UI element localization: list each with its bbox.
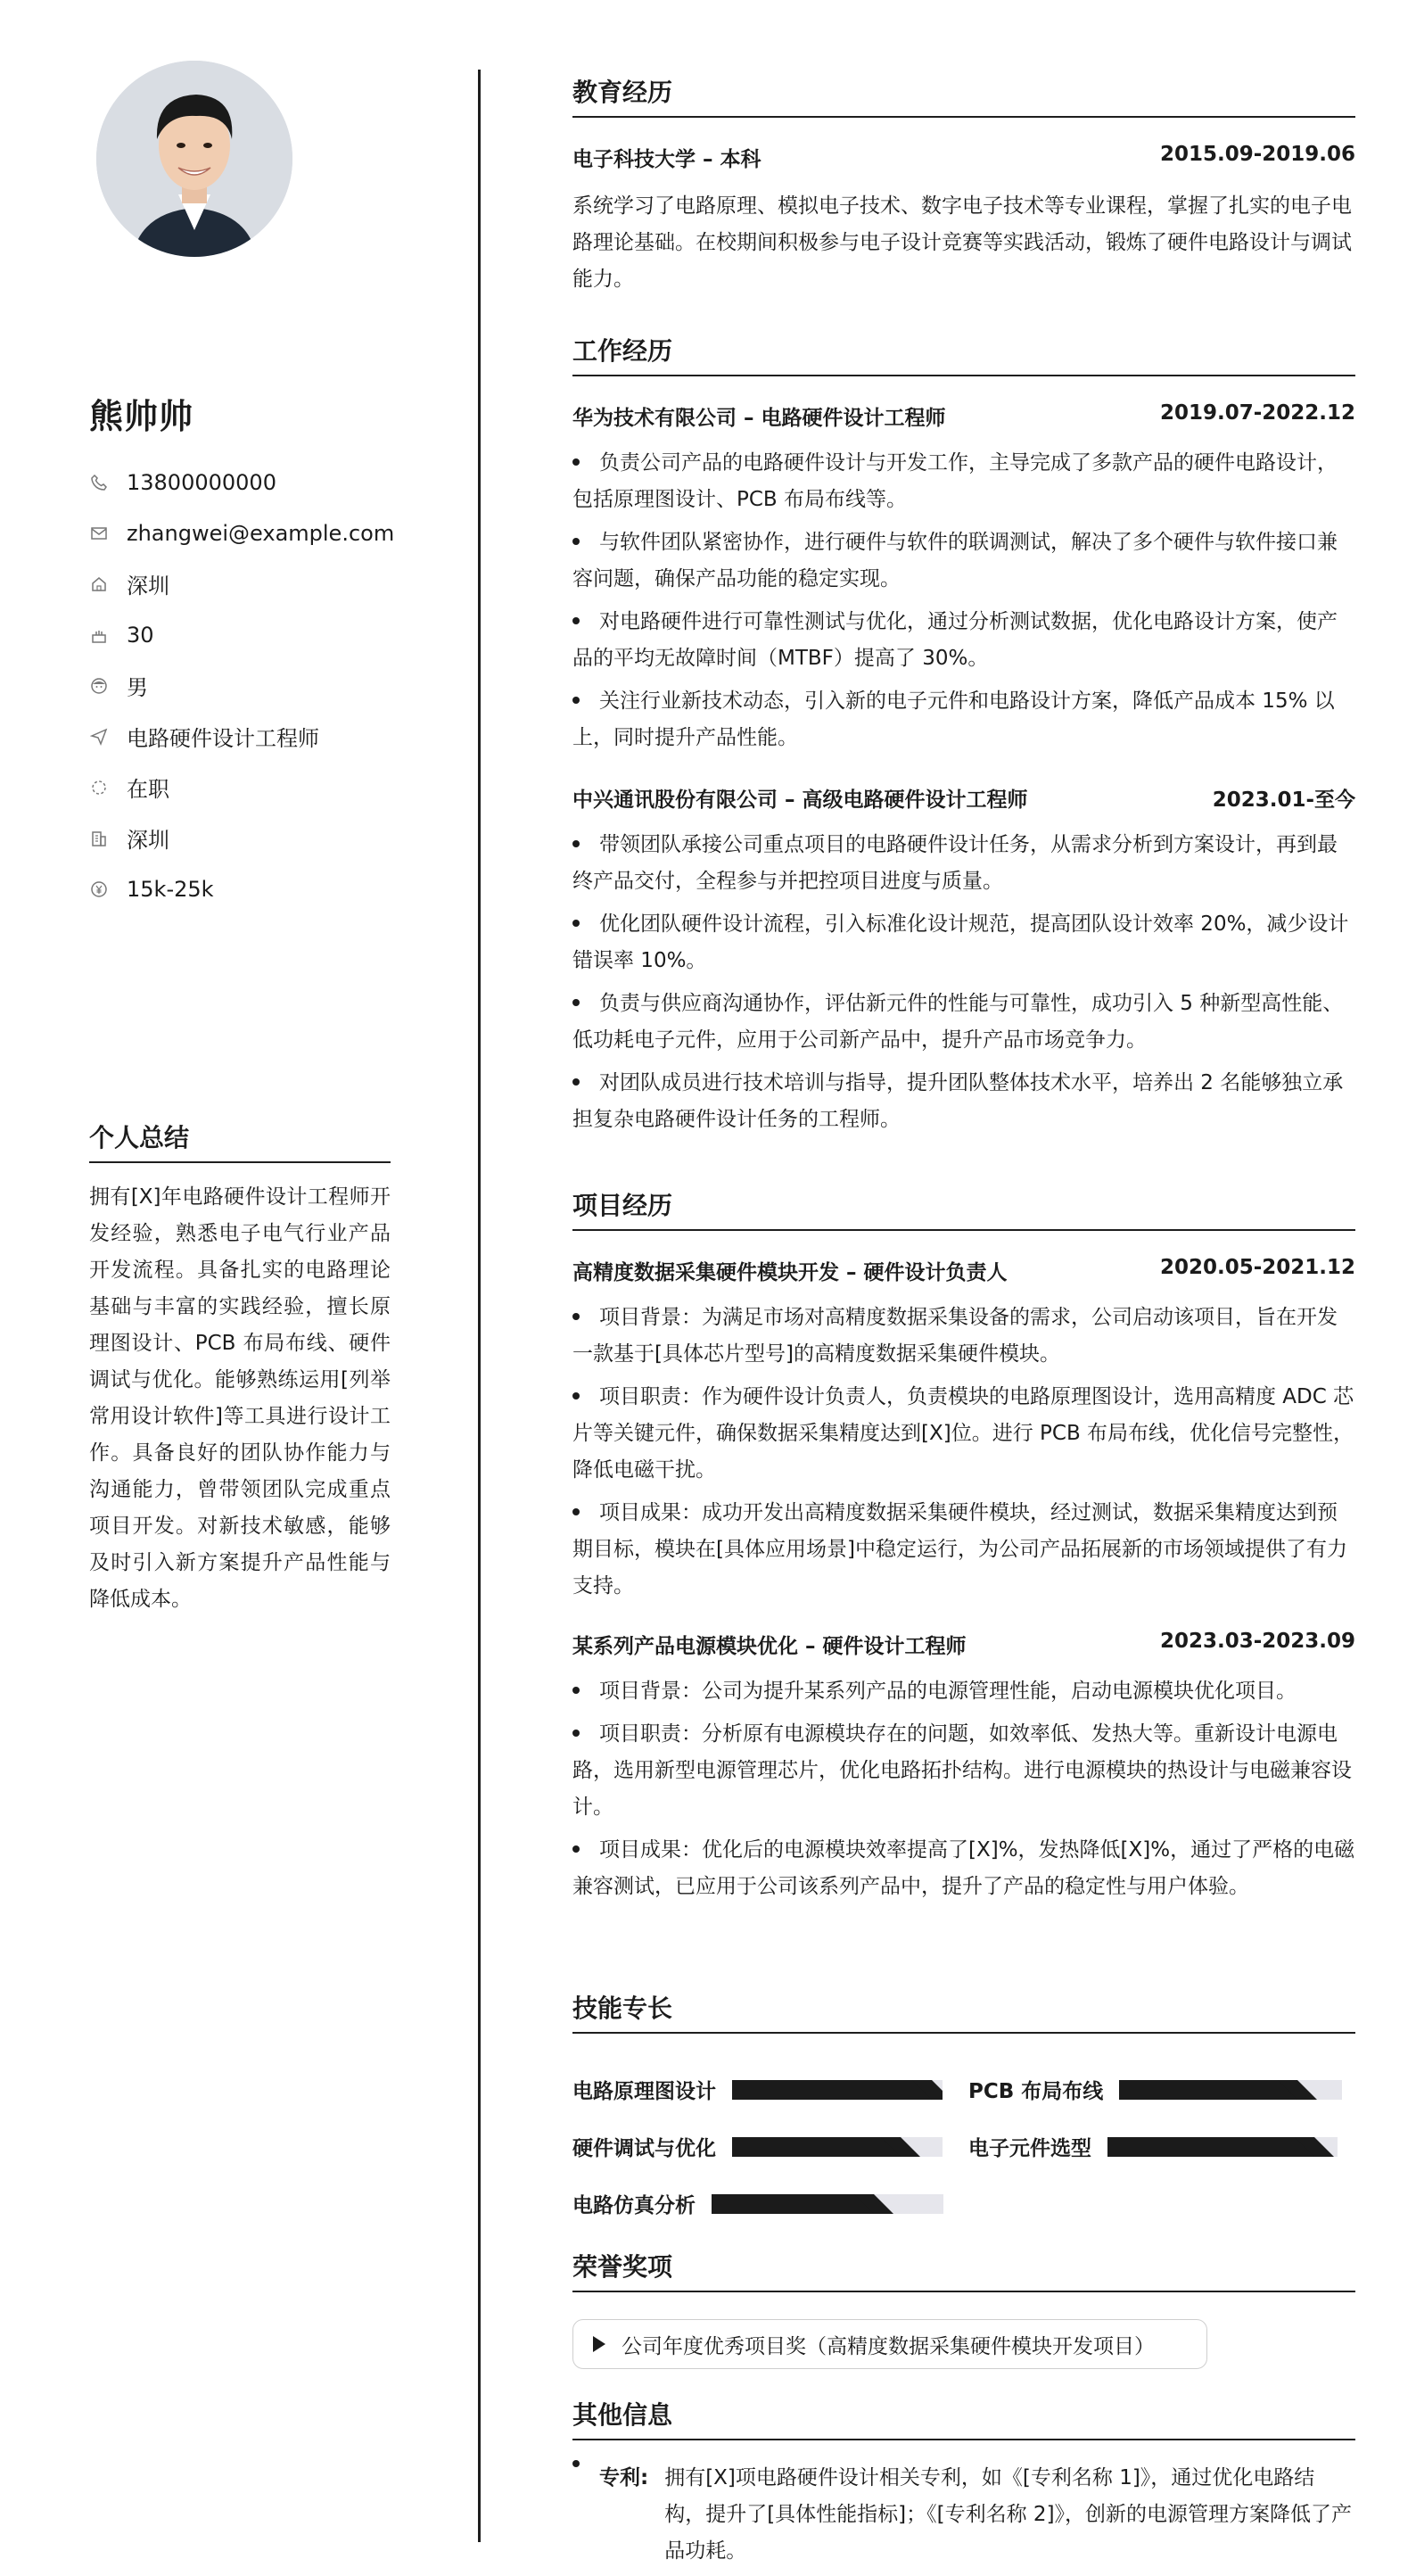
education-date: 2015.09-2019.06: [1159, 143, 1355, 166]
skill-bar-fill: [732, 2137, 901, 2157]
age-text: 30: [127, 622, 154, 648]
list-item: 负责公司产品的电路硬件设计与开发工作，主导完成了多款产品的硬件电路设计，包括原理图设计、PCB 布局布线等。: [572, 451, 1338, 511]
job-header: [572, 401, 1355, 431]
gender-text: 男: [127, 675, 148, 700]
project-name: 高精度数据采集硬件模块开发 – 硬件设计负责人: [572, 1261, 1008, 1284]
projects-section: [572, 1186, 1355, 1911]
education-header: [572, 143, 1355, 172]
skill-name: 电路原理图设计: [572, 2080, 716, 2103]
phone-text: 13800000000: [127, 469, 276, 495]
award-item-toggle[interactable]: [572, 2319, 1207, 2369]
column-divider: [478, 70, 481, 2542]
salary-row: [89, 863, 394, 914]
city-text: 深圳: [127, 828, 169, 853]
other-section: [572, 2396, 1355, 2576]
skill-bar: [732, 2137, 943, 2157]
salary-text: 15k-25k: [127, 876, 214, 902]
list-item: 项目背景：公司为提升某系列产品的电源管理性能，启动电源模块优化项目。: [572, 1673, 1355, 1710]
education-title: 教育经历: [572, 73, 1355, 118]
education-school: 电子科技大学 – 本科: [572, 148, 762, 171]
status-text: 在职: [127, 777, 169, 802]
list-item: 项目职责：分析原有电源模块存在的问题，如效率低、发热大等。重新设计电源电路，选用新型电源管理芯片，优化电路拓扑结构。进行电源模块的热设计与电磁兼容设计。: [572, 1722, 1352, 1819]
loading-icon: [89, 778, 109, 797]
skill-item: [968, 2075, 1342, 2104]
project-name: 某系列产品电源模块优化 – 硬件设计工程师: [572, 1635, 967, 1658]
gender-row: [89, 660, 394, 711]
job-duties-list: [572, 445, 1355, 756]
awards-section: [572, 2248, 1355, 2369]
age-row: [89, 609, 394, 660]
summary-title: 个人总结: [89, 1119, 391, 1163]
phone-row: [89, 457, 394, 508]
skill-item: [572, 2189, 943, 2218]
location-row: [89, 558, 394, 609]
education-desc: 系统学习了电路原理、模拟电子技术、数字电子技术等专业课程，掌握了扎实的电子电路理论基础。在校期间积极参与电子设计竞赛等实践活动，锻炼了硬件电路设计与调试能力。: [572, 194, 1352, 291]
cake-icon: [89, 625, 109, 645]
position-row: [89, 711, 394, 762]
city-row: [89, 813, 394, 863]
skill-bar-fill: [732, 2080, 932, 2100]
other-text: 拥有[X]项电路硬件设计相关专利，如《[专利名称 1]》，通过优化电路结构，提升了[具体性能指标]；《[专利名称 2]》，创新的电源管理方案降低了产品功耗。: [664, 2466, 1353, 2563]
skill-bar: [1107, 2137, 1338, 2157]
position-text: 电路硬件设计工程师: [127, 726, 319, 751]
avatar: [96, 61, 292, 257]
list-item: 与软件团队紧密协作，进行硬件与软件的联调测试，解决了多个硬件与软件接口兼容问题，确保产品功能的稳定实现。: [572, 531, 1338, 590]
skill-bar: [712, 2194, 943, 2214]
list-item: 带领团队承接公司重点项目的电路硬件设计任务，从需求分析到方案设计，再到最终产品交付，全程参与并把控项目进度与质量。: [572, 833, 1338, 893]
triangle-right-icon: [593, 2336, 605, 2352]
job-date: 2023.01-至今: [1212, 788, 1355, 812]
project-details-list: [572, 1300, 1355, 1605]
skill-bar: [1119, 2080, 1342, 2100]
money-icon: [89, 879, 109, 899]
list-item: 项目成果：优化后的电源模块效率提高了[X]%，发热降低[X]%，通过了严格的电磁兼容测试，已应用于公司该系列产品中，提升了产品的稳定性与用户体验。: [572, 1838, 1355, 1898]
education-section: [572, 73, 1355, 298]
skills-section: [572, 1989, 1355, 2217]
other-label: 专利:: [599, 2466, 649, 2489]
skill-bar-fill: [1107, 2137, 1314, 2157]
awards-title: 荣誉奖项: [572, 2248, 1355, 2292]
other-title: 其他信息: [572, 2396, 1355, 2440]
list-item: 关注行业新技术动态，引入新的电子元件和电路设计方案，降低产品成本 15% 以上，同时提升产品性能。: [572, 689, 1335, 749]
other-list: [572, 2460, 1355, 2570]
job-header: [572, 783, 1355, 813]
skill-name: 硬件调试与优化: [572, 2137, 716, 2160]
job-duties-list: [572, 827, 1355, 1138]
job-date: 2019.07-2022.12: [1159, 401, 1355, 425]
building-icon: [89, 829, 109, 848]
work-section: [572, 332, 1355, 1144]
mail-icon: [89, 524, 109, 543]
skill-bar-fill: [1119, 2080, 1297, 2100]
project-header: [572, 1630, 1355, 1659]
job-company: 华为技术有限公司 – 电路硬件设计工程师: [572, 407, 946, 430]
location-text: 深圳: [127, 574, 169, 599]
email-row: [89, 508, 394, 558]
summary-text: 拥有[X]年电路硬件设计工程师开发经验，熟悉电子电气行业产品开发流程。具备扎实的电路理论基础与丰富的实践经验，擅长原理图设计、PCB 布局布线、硬件调试与优化。能够熟练运用[列举常用设计软件]等工具进行设计工作。具备良好的团队协作能力与沟通能力，曾带领团队完成重点项目开发。对新技术敏感，能够及时引入新方案提升产品性能与降低成本。: [89, 1185, 391, 1611]
skill-bar: [732, 2080, 943, 2100]
list-item: [572, 2460, 1355, 2570]
skill-name: 电子元件选型: [968, 2137, 1091, 2160]
work-title: 工作经历: [572, 332, 1355, 376]
contact-info-list: [89, 457, 394, 914]
project-date: 2023.03-2023.09: [1159, 1630, 1355, 1653]
send-icon: [89, 727, 109, 747]
status-row: [89, 762, 394, 813]
skills-grid: [572, 2034, 1355, 2217]
phone-icon: [89, 473, 109, 492]
skill-item: [968, 2132, 1338, 2161]
skill-bar-fill: [712, 2194, 874, 2214]
skill-name: 电路仿真分析: [572, 2194, 696, 2217]
project-details-list: [572, 1673, 1355, 1905]
face-icon: [89, 676, 109, 696]
list-item: 对团队成员进行技术培训与指导，提升团队整体技术水平，培养出 2 名能够独立承担复杂电路硬件设计任务的工程师。: [572, 1071, 1344, 1131]
candidate-name: 熊帅帅: [89, 397, 194, 436]
list-item: 优化团队硬件设计流程，引入标准化设计规范，提高团队设计效率 20%，减少设计错误率 10%。: [572, 912, 1349, 972]
list-item: 对电路硬件进行可靠性测试与优化，通过分析测试数据，优化电路设计方案，使产品的平均无故障时间（MTBF）提高了 30%。: [572, 610, 1338, 670]
award-text: 公司年度优秀项目奖（高精度数据采集硬件模块开发项目）: [622, 2334, 1155, 2358]
skill-name: PCB 布局布线: [968, 2080, 1104, 2103]
home-icon: [89, 574, 109, 594]
skill-item: [572, 2075, 943, 2104]
job-company: 中兴通讯股份有限公司 – 高级电路硬件设计工程师: [572, 788, 1028, 812]
project-date: 2020.05-2021.12: [1159, 1256, 1355, 1279]
skills-title: 技能专长: [572, 1989, 1355, 2034]
list-item: 负责与供应商沟通协作，评估新元件的性能与可靠性，成功引入 5 种新型高性能、低功耗电子元件，应用于公司新产品中，提升产品市场竞争力。: [572, 992, 1344, 1052]
skill-item: [572, 2132, 943, 2161]
email-text: zhangwei@example.com: [127, 520, 395, 546]
avatar-portrait-icon: [96, 61, 292, 257]
summary-section: [89, 1119, 391, 1618]
project-header: [572, 1256, 1355, 1285]
projects-title: 项目经历: [572, 1186, 1355, 1231]
list-item: 项目背景：为满足市场对高精度数据采集设备的需求，公司启动该项目，旨在开发一款基于[具体芯片型号]的高精度数据采集硬件模块。: [572, 1306, 1338, 1366]
list-item: 项目职责：作为硬件设计负责人，负责模块的电路原理图设计，选用高精度 ADC 芯片等关键元件，确保数据采集精度达到[X]位。进行 PCB 布局布线，优化信号完整性，降低电磁干扰。: [572, 1385, 1354, 1482]
list-item: 项目成果：成功开发出高精度数据采集硬件模块，经过测试，数据采集精度达到预期目标，模块在[具体应用场景]中稳定运行，为公司产品拓展新的市场领域提供了有力支持。: [572, 1501, 1347, 1598]
